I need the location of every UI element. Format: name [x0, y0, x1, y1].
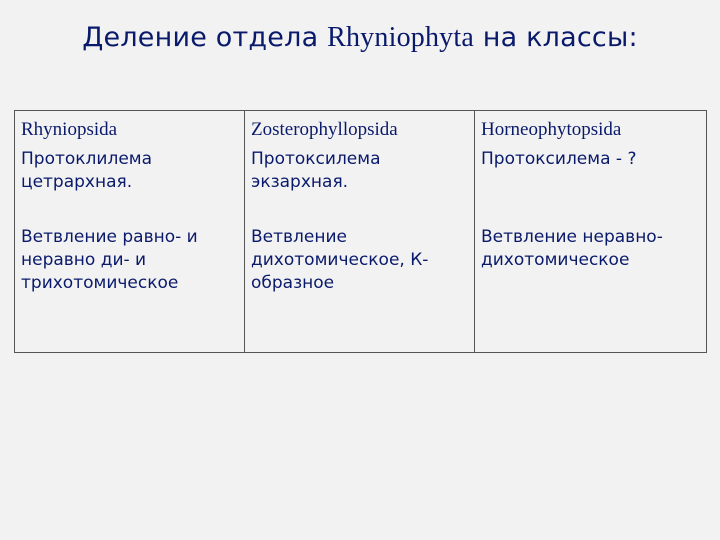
classes-table: [14, 110, 707, 353]
table-row: [15, 148, 707, 226]
cell-horneophytopsida-branching: Ветвление неравно-дихотомическое: [475, 226, 707, 353]
slide-title: [0, 22, 720, 54]
cell-zosterophyllopsida-xylem: Протоксилема экзархная.: [245, 148, 475, 226]
header-horneophytopsida: Horneophytopsida: [475, 111, 707, 149]
table-row: [15, 226, 707, 353]
header-zosterophyllopsida: Zosterophyllopsida: [245, 111, 475, 149]
cell-horneophytopsida-xylem: Протоксилема - ?: [475, 148, 707, 226]
title-prefix: Деление отдела: [82, 22, 328, 53]
title-latin: Rhyniophyta: [327, 22, 474, 53]
header-rhyniopsida: Rhyniopsida: [15, 111, 245, 149]
table-header-row: [15, 111, 707, 149]
cell-zosterophyllopsida-branching: Ветвление дихотомическое, К-образное: [245, 226, 475, 353]
title-suffix: на классы:: [473, 22, 638, 53]
cell-rhyniopsida-branching: Ветвление равно- и неравно ди- и трихотомическое: [15, 226, 245, 353]
cell-rhyniopsida-xylem: Протоклилема цетрархная.: [15, 148, 245, 226]
